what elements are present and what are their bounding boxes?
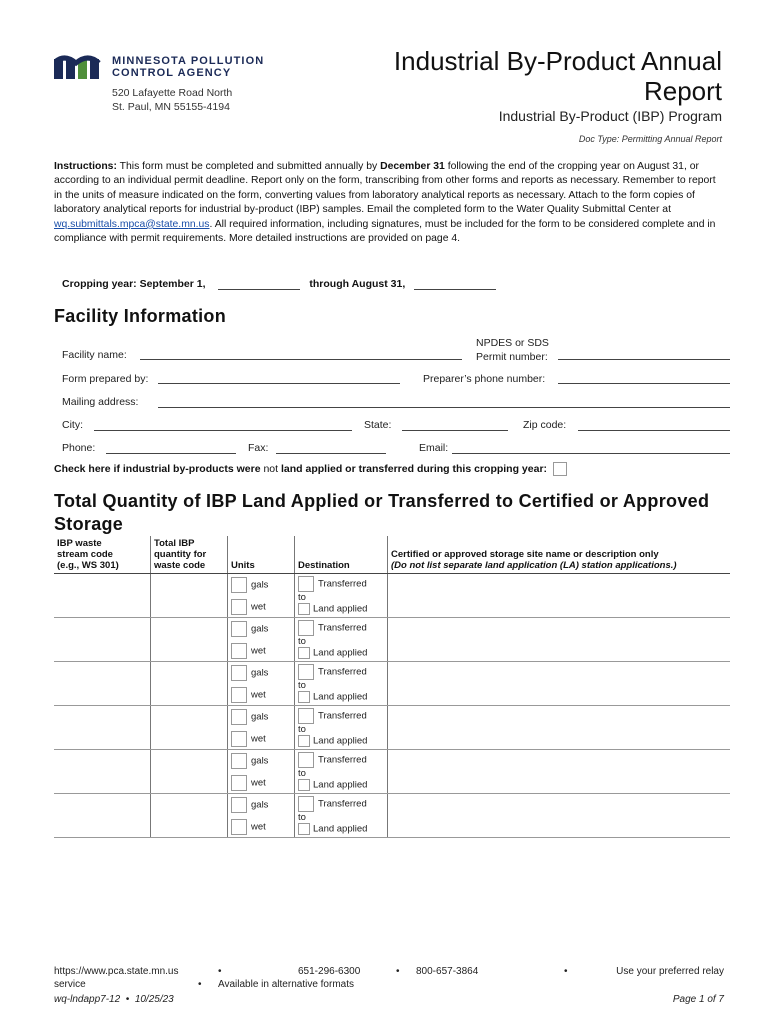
gals-checkbox[interactable] xyxy=(231,753,247,769)
transferred-to-label: to xyxy=(298,812,306,823)
storage-site-cell[interactable] xyxy=(388,794,731,838)
check-text-pre: Check here if industrial by-products were xyxy=(54,462,264,475)
col-storage-site xyxy=(388,536,731,574)
prepared-by-field[interactable] xyxy=(158,383,400,384)
transferred-to-label: to xyxy=(298,592,306,603)
agency-name-line1: MINNESOTA POLLUTION xyxy=(112,55,265,67)
transferred-label: Transferred xyxy=(318,754,367,766)
col-total-quantity xyxy=(151,536,228,574)
transferred-label: Transferred xyxy=(318,622,367,634)
col-waste-code xyxy=(54,536,151,574)
agency-name xyxy=(112,55,264,79)
destination-options xyxy=(298,708,367,747)
check-text-post: land applied or transferred during this cropping year: xyxy=(278,462,548,475)
no-application-checkbox[interactable] xyxy=(553,462,567,476)
email-label: Email: xyxy=(419,442,449,454)
wet-label: wet xyxy=(251,689,266,701)
gals-checkbox[interactable] xyxy=(231,577,247,593)
units-cell xyxy=(228,618,295,662)
transferred-label: Transferred xyxy=(318,798,367,810)
land-applied-label: Land applied xyxy=(313,735,368,747)
destination-cell xyxy=(295,706,388,750)
transferred-checkbox[interactable] xyxy=(298,796,314,812)
quantity-cell[interactable] xyxy=(151,706,228,750)
npdes-label-line2: Permit number: xyxy=(476,351,548,363)
destination-options xyxy=(298,752,367,791)
col-total-quantity-l1: Total IBP xyxy=(154,538,195,549)
col-waste-code-l1: IBP waste xyxy=(57,538,102,549)
destination-options xyxy=(298,664,367,703)
no-application-check-row xyxy=(54,462,567,476)
instructions-text1: This form must be completed and submitted annually by xyxy=(116,161,381,172)
table-header-row xyxy=(54,536,730,574)
land-applied-checkbox[interactable] xyxy=(298,735,310,747)
footer-doc-code: wq-lndapp7-12 xyxy=(54,994,121,1005)
unit-option-gals xyxy=(231,621,268,637)
wet-label: wet xyxy=(251,601,266,613)
cropping-start-year-field[interactable] xyxy=(218,279,300,290)
units-cell xyxy=(228,662,295,706)
wet-checkbox[interactable] xyxy=(231,731,247,747)
wet-checkbox[interactable] xyxy=(231,599,247,615)
email-field[interactable] xyxy=(452,453,730,454)
footer-bullet-5: • xyxy=(125,994,130,1005)
check-text-not: not xyxy=(263,462,279,475)
instructions-text2: following the end of the cropping year on August 31, or according to an individual permit deadline. Report only on the form, transcribing from other forms and reports as necessary. Remember to report in the units of measure indicated on the form, converting values from laboratory analytical reports as necessary. Attach to the form copies of laboratory analytical reports for industrial by-product (IBP) samples. Email the completed form to the Water Quality Submittal Center at xyxy=(54,161,716,216)
wet-label: wet xyxy=(251,733,266,745)
destination-cell xyxy=(295,662,388,706)
page-title xyxy=(394,46,722,106)
doc-type: Doc Type: Permitting Annual Report xyxy=(578,134,722,144)
gals-label: gals xyxy=(251,667,269,679)
footer-bullet-2: • xyxy=(396,966,400,977)
gals-checkbox[interactable] xyxy=(231,621,247,637)
title-line2: Report xyxy=(643,76,722,106)
unit-option-wet xyxy=(231,643,266,659)
unit-option-wet xyxy=(231,687,266,703)
transferred-checkbox[interactable] xyxy=(298,620,314,636)
footer xyxy=(54,966,730,1007)
cropping-year xyxy=(62,278,496,290)
npdes-label xyxy=(476,336,549,364)
quantity-cell[interactable] xyxy=(151,574,228,618)
waste-code-cell[interactable] xyxy=(54,706,151,750)
npdes-label-line1: NPDES or SDS xyxy=(476,337,549,349)
address-line2: St. Paul, MN 55155-4194 xyxy=(112,101,230,113)
storage-site-cell[interactable] xyxy=(388,574,731,618)
col-waste-code-l2: stream code xyxy=(57,549,113,560)
quantity-cell[interactable] xyxy=(151,662,228,706)
transferred-to-label: to xyxy=(298,680,306,691)
facility-heading: Facility Information xyxy=(54,306,227,326)
units-cell xyxy=(228,706,295,750)
agency-address xyxy=(112,86,232,114)
transferred-to-label: to xyxy=(298,768,306,779)
preparer-phone-field[interactable] xyxy=(558,383,730,384)
gals-label: gals xyxy=(251,579,269,591)
quantity-cell[interactable] xyxy=(151,618,228,662)
table-row xyxy=(54,706,730,750)
instructions-deadline: December 31 xyxy=(380,161,445,172)
col-total-quantity-l2: quantity for xyxy=(154,549,207,560)
land-applied-label: Land applied xyxy=(313,823,368,835)
col-storage-site-l1: Certified or approved storage site name or description only xyxy=(391,549,659,560)
col-units: Units xyxy=(228,536,295,574)
instructions xyxy=(54,160,724,246)
transferred-checkbox[interactable] xyxy=(298,752,314,768)
land-applied-label: Land applied xyxy=(313,691,368,703)
destination-options xyxy=(298,620,367,659)
footer-phone-2: 800-657-3864 xyxy=(416,966,479,977)
table-row xyxy=(54,662,730,706)
zip-field[interactable] xyxy=(578,430,730,431)
land-applied-checkbox[interactable] xyxy=(298,647,310,659)
destination-options xyxy=(298,576,367,615)
program-name: Industrial By-Product (IBP) Program xyxy=(498,108,722,124)
footer-bullet-3: • xyxy=(564,966,568,977)
submittal-email-link[interactable]: wq.submittals.mpca@state.mn.us xyxy=(54,218,210,230)
instructions-text3: . All required information, including signatures, must be included for the form to be considered complete and in compliance with permit requirements. More detailed instructions are provided on page 4. xyxy=(54,218,716,245)
state-label: State: xyxy=(364,419,392,431)
col-total-quantity-l3: waste code xyxy=(154,560,206,571)
col-destination: Destination xyxy=(295,536,388,574)
title-line1: Industrial By-Product Annual xyxy=(393,46,722,76)
wet-checkbox[interactable] xyxy=(231,775,247,791)
quantity-heading: Total Quantity of IBP Land Applied or Transferred to Certified or Approved Storage xyxy=(54,491,710,534)
transferred-checkbox[interactable] xyxy=(298,708,314,724)
unit-option-wet xyxy=(231,731,266,747)
unit-option-gals xyxy=(231,665,268,681)
land-applied-checkbox[interactable] xyxy=(298,823,310,835)
unit-option-wet xyxy=(231,599,266,615)
address-line1: 520 Lafayette Road North xyxy=(112,87,233,99)
waste-code-cell[interactable] xyxy=(54,662,151,706)
wet-checkbox[interactable] xyxy=(231,643,247,659)
footer-page: Page 1 of 7 xyxy=(672,994,724,1005)
unit-option-wet xyxy=(231,775,266,791)
gals-checkbox[interactable] xyxy=(231,665,247,681)
land-applied-checkbox[interactable] xyxy=(298,691,310,703)
fax-label: Fax: xyxy=(248,442,269,454)
storage-site-cell[interactable] xyxy=(388,750,731,794)
agency-name-line2: CONTROL AGENCY xyxy=(112,67,232,79)
gals-checkbox[interactable] xyxy=(231,797,247,813)
prepared-by-label: Form prepared by: xyxy=(62,373,149,385)
ibp-quantity-table xyxy=(54,536,730,838)
state-field[interactable] xyxy=(402,430,508,431)
wet-checkbox[interactable] xyxy=(231,687,247,703)
transferred-to-label: to xyxy=(298,724,306,735)
wet-checkbox[interactable] xyxy=(231,819,247,835)
city-label: City: xyxy=(62,419,83,431)
quantity-cell[interactable] xyxy=(151,750,228,794)
preparer-phone-label: Preparer’s phone number: xyxy=(423,373,546,385)
destination-cell xyxy=(295,618,388,662)
footer-bullet-1: • xyxy=(218,966,222,977)
unit-option-gals xyxy=(231,577,268,593)
transferred-label: Transferred xyxy=(318,666,367,678)
mailing-address-field[interactable] xyxy=(158,407,730,408)
table-row xyxy=(54,750,730,794)
phone-field[interactable] xyxy=(106,453,236,454)
zip-label: Zip code: xyxy=(523,419,567,431)
land-applied-checkbox[interactable] xyxy=(298,779,310,791)
wet-label: wet xyxy=(251,645,266,657)
transferred-label: Transferred xyxy=(318,578,367,590)
waste-code-cell[interactable] xyxy=(54,618,151,662)
land-applied-checkbox[interactable] xyxy=(298,603,310,615)
waste-code-cell[interactable] xyxy=(54,574,151,618)
wet-label: wet xyxy=(251,777,266,789)
units-cell xyxy=(228,750,295,794)
table-row xyxy=(54,574,730,618)
units-cell xyxy=(228,794,295,838)
col-storage-site-l2: (Do not list separate land application (LA) station applications.) xyxy=(391,560,677,571)
footer-url[interactable]: https://www.pca.state.mn.us xyxy=(54,966,179,977)
land-applied-label: Land applied xyxy=(313,603,368,615)
storage-site-cell[interactable] xyxy=(388,618,731,662)
gals-label: gals xyxy=(251,755,269,767)
gals-label: gals xyxy=(251,623,269,635)
transferred-label: Transferred xyxy=(318,710,367,722)
footer-phone-1: 651-296-6300 xyxy=(298,966,361,977)
cropping-end-label: through August 31, xyxy=(309,278,406,290)
waste-code-cell[interactable] xyxy=(54,794,151,838)
storage-site-cell[interactable] xyxy=(388,706,731,750)
col-waste-code-l3: (e.g., WS 301) xyxy=(57,560,119,571)
unit-option-gals xyxy=(231,797,268,813)
footer-bullet-4: • xyxy=(198,979,202,990)
table-row xyxy=(54,794,730,838)
gals-checkbox[interactable] xyxy=(231,709,247,725)
waste-code-cell[interactable] xyxy=(54,750,151,794)
storage-site-cell[interactable] xyxy=(388,662,731,706)
destination-cell xyxy=(295,794,388,838)
units-cell xyxy=(228,574,295,618)
transferred-checkbox[interactable] xyxy=(298,576,314,592)
mailing-address-label: Mailing address: xyxy=(62,396,139,408)
phone-label: Phone: xyxy=(62,442,96,454)
footer-doc-id xyxy=(54,994,174,1005)
facility-name-field[interactable] xyxy=(140,359,462,360)
gals-label: gals xyxy=(251,799,269,811)
destination-options xyxy=(298,796,367,835)
gals-label: gals xyxy=(251,711,269,723)
mpca-logo-icon xyxy=(54,55,106,79)
quantity-cell[interactable] xyxy=(151,794,228,838)
permit-number-field[interactable] xyxy=(558,359,730,360)
footer-date: 10/25/23 xyxy=(134,994,174,1005)
city-field[interactable] xyxy=(94,430,352,431)
cropping-end-year-field[interactable] xyxy=(414,279,496,290)
unit-option-gals xyxy=(231,709,268,725)
wet-label: wet xyxy=(251,821,266,833)
transferred-checkbox[interactable] xyxy=(298,664,314,680)
land-applied-label: Land applied xyxy=(313,647,368,659)
table-row xyxy=(54,618,730,662)
footer-relay: Use your preferred relay xyxy=(616,966,724,977)
transferred-to-label: to xyxy=(298,636,306,647)
land-applied-label: Land applied xyxy=(313,779,368,791)
facility-name-label: Facility name: xyxy=(62,349,127,361)
footer-alt-formats: Available in alternative formats xyxy=(218,979,354,990)
destination-cell xyxy=(295,750,388,794)
instructions-label: Instructions: xyxy=(54,161,117,172)
destination-cell xyxy=(295,574,388,618)
unit-option-wet xyxy=(231,819,266,835)
cropping-start-label: Cropping year: September 1, xyxy=(62,278,206,290)
unit-option-gals xyxy=(231,753,268,769)
fax-field[interactable] xyxy=(276,453,386,454)
footer-service: service xyxy=(54,979,86,990)
